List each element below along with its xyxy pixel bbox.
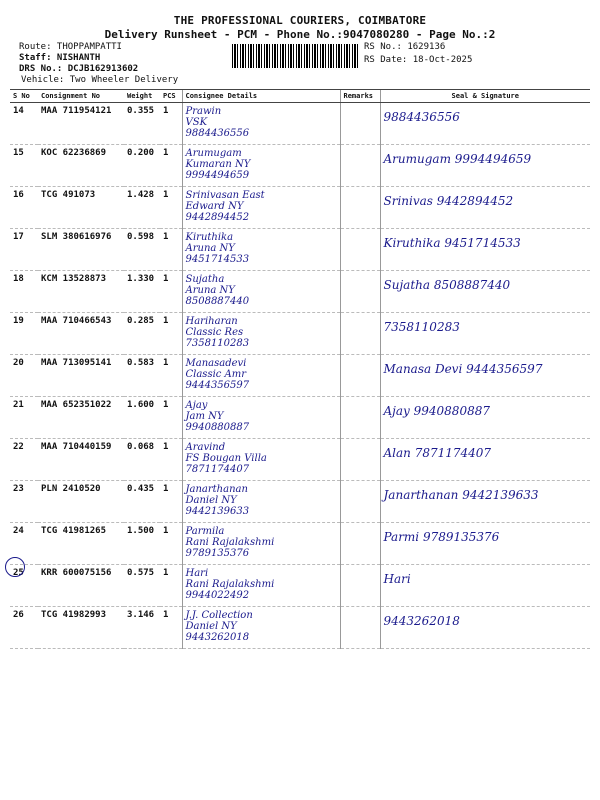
table-row [10, 187, 590, 229]
consignee-details [182, 355, 340, 397]
consignee-name: Kiruthika [185, 232, 234, 243]
remarks-cell [340, 145, 380, 187]
col-header-pcs: PCS [160, 90, 182, 103]
consignee-details [182, 271, 340, 313]
table-row [10, 271, 590, 313]
drs-label: DRS No.: DCJB162913602 [19, 64, 139, 74]
consignee-address: Rani Rajalakshmi [185, 579, 275, 590]
route-label: Route: THOPPAMPATTI [19, 42, 122, 52]
col-header-consignment: Consignment No [38, 90, 124, 103]
consignee-name: Ajay [185, 400, 208, 411]
consignee-address: Aruna NY [185, 285, 235, 296]
col-header-remarks: Remarks [340, 90, 380, 103]
signature-cell [380, 607, 590, 649]
consignee-phone: 9443262018 [185, 632, 250, 643]
consignment-number: TCG 41981265 [38, 523, 124, 565]
remarks-cell [340, 103, 380, 145]
table-row [10, 523, 590, 565]
weight-value: 1.330 [124, 271, 160, 313]
weight-value: 1.600 [124, 397, 160, 439]
serial-number: 23 [10, 481, 38, 523]
signature-cell [380, 271, 590, 313]
remarks-cell [340, 271, 380, 313]
runsheet-title: Delivery Runsheet - PCM - Phone No.:9047080280 - Page No.:2 [104, 28, 496, 41]
remarks-cell [340, 565, 380, 607]
consignment-number: PLN 2410520 [38, 481, 124, 523]
consignee-phone: 8508887440 [185, 296, 250, 307]
consignee-name: Aravind [185, 442, 226, 453]
handwritten-signature: Janarthanan 9442139633 [383, 488, 539, 502]
consignment-number: TCG 41982993 [38, 607, 124, 649]
serial-number: 14 [10, 103, 38, 145]
handwritten-signature: Arumugam 9994494659 [383, 152, 532, 166]
consignment-number: KCM 13528873 [38, 271, 124, 313]
handwritten-signature: 7358110283 [383, 320, 460, 334]
weight-value: 0.285 [124, 313, 160, 355]
rs-number: RS No.: 1629136 [364, 42, 446, 52]
weight-value: 3.146 [124, 607, 160, 649]
consignee-name: J.J. Collection [185, 610, 253, 621]
weight-value: 1.500 [124, 523, 160, 565]
signature-cell [380, 523, 590, 565]
consignee-address: Rani Rajalakshmi [185, 537, 275, 548]
consignee-phone: 9940880887 [185, 422, 250, 433]
consignee-address: Jam NY [185, 411, 224, 422]
consignee-phone: 9944022492 [185, 590, 250, 601]
consignee-details [182, 313, 340, 355]
consignment-number: MAA 711954121 [38, 103, 124, 145]
serial-number: 20 [10, 355, 38, 397]
pieces-value: 1 [160, 355, 182, 397]
consignee-phone: 9789135376 [185, 548, 250, 559]
serial-number: 19 [10, 313, 38, 355]
consignee-details [182, 607, 340, 649]
signature-cell [380, 187, 590, 229]
pieces-value: 1 [160, 313, 182, 355]
consignment-number: MAA 713095141 [38, 355, 124, 397]
weight-value: 0.355 [124, 103, 160, 145]
consignee-phone: 9444356597 [185, 380, 250, 391]
vehicle-label: Vehicle: Two Wheeler Delivery [21, 75, 179, 85]
serial-number: 21 [10, 397, 38, 439]
weight-value: 0.200 [124, 145, 160, 187]
serial-number: 22 [10, 439, 38, 481]
pieces-value: 1 [160, 565, 182, 607]
signature-cell [380, 481, 590, 523]
consignment-number: MAA 710466543 [38, 313, 124, 355]
consignee-details [182, 439, 340, 481]
consignee-name: Manasadevi [185, 358, 247, 369]
handwritten-signature: Parmi 9789135376 [383, 530, 500, 544]
weight-value: 0.575 [124, 565, 160, 607]
signature-cell [380, 439, 590, 481]
serial-number: 24 [10, 523, 38, 565]
handwritten-signature: Srinivas 9442894452 [383, 194, 514, 208]
consignee-phone: 9884436556 [185, 128, 250, 139]
runsheet-table [10, 89, 590, 649]
consignee-name: Srinivasan East [185, 190, 265, 201]
consignee-details [182, 397, 340, 439]
handwritten-signature: 9884436556 [383, 110, 460, 124]
consignment-number: KOC 62236869 [38, 145, 124, 187]
pieces-value: 1 [160, 145, 182, 187]
consignee-details [182, 187, 340, 229]
rs-date: RS Date: 18-Oct-2025 [364, 55, 473, 65]
consignment-number: SLM 380616976 [38, 229, 124, 271]
signature-cell [380, 313, 590, 355]
serial-number: 16 [10, 187, 38, 229]
table-row [10, 355, 590, 397]
pieces-value: 1 [160, 523, 182, 565]
signature-cell [380, 103, 590, 145]
table-row [10, 313, 590, 355]
col-header-signature: Seal & Signature [380, 90, 590, 103]
signature-cell [380, 229, 590, 271]
col-header-weight: Weight [124, 90, 160, 103]
weight-value: 1.428 [124, 187, 160, 229]
serial-number: 15 [10, 145, 38, 187]
signature-cell [380, 565, 590, 607]
table-row [10, 103, 590, 145]
consignee-name: Hariharan [185, 316, 238, 327]
serial-number: 17 [10, 229, 38, 271]
consignee-name: Prawin [185, 106, 222, 117]
remarks-cell [340, 229, 380, 271]
remarks-cell [340, 439, 380, 481]
remarks-cell [340, 187, 380, 229]
consignee-phone: 9442894452 [185, 212, 250, 223]
consignee-phone: 9994494659 [185, 170, 250, 181]
weight-value: 0.598 [124, 229, 160, 271]
consignee-name: Sujatha [185, 274, 225, 285]
circled-mark [5, 557, 25, 577]
consignee-details [182, 103, 340, 145]
consignee-details [182, 565, 340, 607]
pieces-value: 1 [160, 187, 182, 229]
consignment-number: TCG 491073 [38, 187, 124, 229]
pieces-value: 1 [160, 229, 182, 271]
consignee-name: Hari [185, 568, 209, 579]
consignee-address: Daniel NY [185, 621, 237, 632]
signature-cell [380, 397, 590, 439]
table-row [10, 481, 590, 523]
consignee-name: Parmila [185, 526, 225, 537]
consignee-address: Daniel NY [185, 495, 237, 506]
company-name: THE PROFESSIONAL COURIERS, COIMBATORE [173, 14, 427, 27]
consignee-address: Classic Amr [185, 369, 247, 380]
handwritten-signature: Alan 7871174407 [383, 446, 492, 460]
serial-number: 18 [10, 271, 38, 313]
consignee-phone: 7871174407 [185, 464, 250, 475]
consignee-phone: 7358110283 [185, 338, 250, 349]
handwritten-signature: Ajay 9940880887 [383, 404, 490, 418]
pieces-value: 1 [160, 397, 182, 439]
pieces-value: 1 [160, 481, 182, 523]
table-header-row [10, 90, 590, 103]
table-row [10, 229, 590, 271]
table-row [10, 607, 590, 649]
serial-number: 25 [10, 565, 38, 607]
consignee-address: VSK [185, 117, 208, 128]
consignee-details [182, 145, 340, 187]
signature-cell [380, 355, 590, 397]
consignee-address: Kumaran NY [185, 159, 251, 170]
remarks-cell [340, 313, 380, 355]
remarks-cell [340, 481, 380, 523]
consignment-number: MAA 710440159 [38, 439, 124, 481]
weight-value: 0.068 [124, 439, 160, 481]
consignee-address: Aruna NY [185, 243, 235, 254]
consignee-details [182, 523, 340, 565]
consignment-number: MAA 652351022 [38, 397, 124, 439]
handwritten-signature: 9443262018 [383, 614, 460, 628]
consignee-address: Edward NY [185, 201, 244, 212]
consignee-address: FS Bougan Villa [185, 453, 267, 464]
consignee-phone: 9442139633 [185, 506, 250, 517]
consignee-details [182, 229, 340, 271]
pieces-value: 1 [160, 439, 182, 481]
handwritten-signature: Kiruthika 9451714533 [383, 236, 521, 250]
remarks-cell [340, 607, 380, 649]
consignee-name: Arumugam [185, 148, 242, 159]
staff-label: Staff: NISHANTH [19, 53, 101, 63]
consignee-details [182, 481, 340, 523]
table-row [10, 565, 590, 607]
barcode [232, 44, 360, 68]
table-row [10, 397, 590, 439]
remarks-cell [340, 523, 380, 565]
weight-value: 0.435 [124, 481, 160, 523]
handwritten-signature: Sujatha 8508887440 [383, 278, 511, 292]
table-row [10, 145, 590, 187]
handwritten-signature: Hari [383, 572, 411, 586]
signature-cell [380, 145, 590, 187]
consignee-phone: 9451714533 [185, 254, 250, 265]
pieces-value: 1 [160, 607, 182, 649]
weight-value: 0.583 [124, 355, 160, 397]
pieces-value: 1 [160, 103, 182, 145]
col-header-consignee: Consignee Details [182, 90, 340, 103]
consignee-address: Classic Res [185, 327, 244, 338]
remarks-cell [340, 397, 380, 439]
col-header-sno: S No [10, 90, 38, 103]
handwritten-signature: Manasa Devi 9444356597 [383, 362, 543, 376]
remarks-cell [340, 355, 380, 397]
consignment-number: KRR 600075156 [38, 565, 124, 607]
table-row [10, 439, 590, 481]
consignee-name: Janarthanan [185, 484, 248, 495]
pieces-value: 1 [160, 271, 182, 313]
serial-number: 26 [10, 607, 38, 649]
